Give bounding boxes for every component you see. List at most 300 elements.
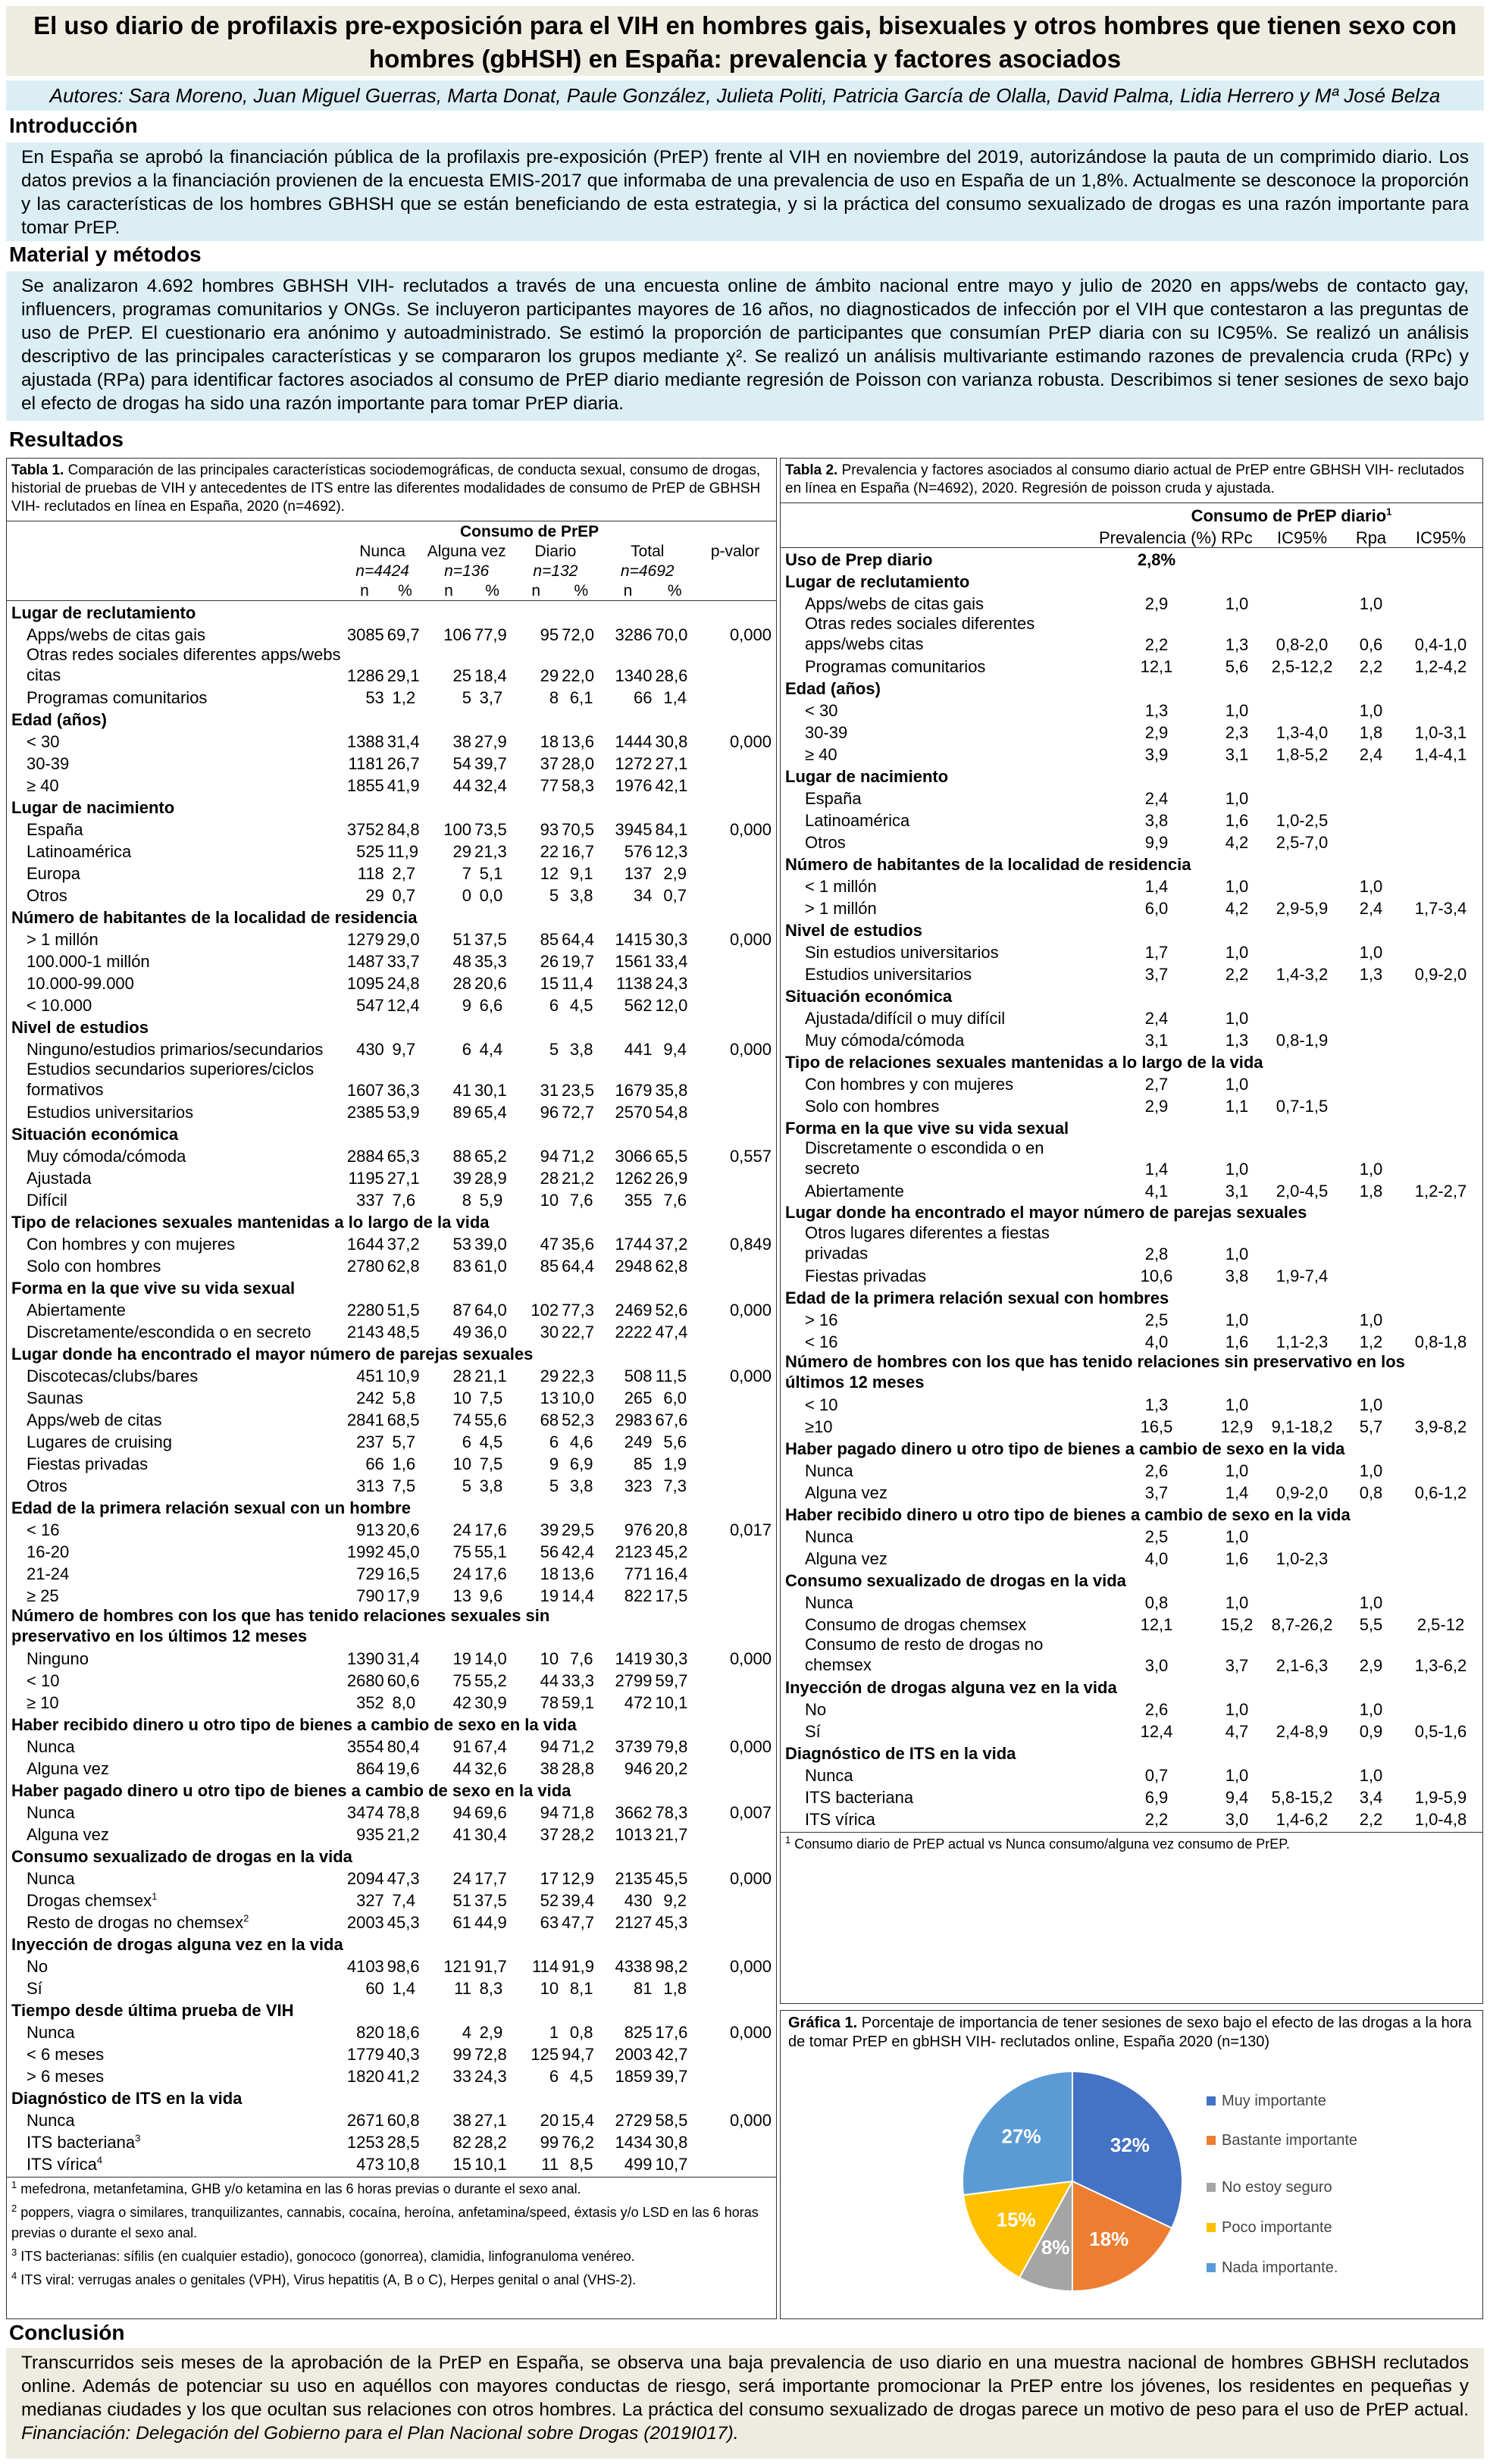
cell-n: 1272 xyxy=(615,754,653,773)
cell-n: 39 xyxy=(452,1169,471,1188)
cell-pct: 64,0 xyxy=(474,1301,507,1320)
cell-ic95-crude: 1,4-6,2 xyxy=(1276,1810,1329,1829)
subcol-n: n xyxy=(444,581,453,600)
cell-pct: 28,8 xyxy=(562,1759,594,1778)
cell-pct: 7,6 xyxy=(569,1191,593,1210)
table-1-row xyxy=(7,971,776,993)
cell-pct: 58,5 xyxy=(655,2111,688,2130)
row-label: Con hombres y con mujeres xyxy=(805,1075,1014,1094)
col-header-rpa: Rpa xyxy=(1355,528,1387,547)
cell-ic95-adjusted: 2,5-12 xyxy=(1416,1615,1465,1634)
table-2-row xyxy=(781,654,1483,676)
row-label-text: ITS vírica xyxy=(27,2155,97,2174)
cell-rpc: 1,0 xyxy=(1225,1593,1249,1612)
cell-pct: 4,5 xyxy=(479,1432,503,1451)
table-1-row xyxy=(7,1888,776,1910)
cell-pct: 32,6 xyxy=(474,1759,507,1778)
cell-pct: 41,9 xyxy=(387,776,420,795)
table-1-row xyxy=(7,1690,776,1712)
legend-label: Nada importante. xyxy=(1222,2259,1338,2276)
cell-n: 37 xyxy=(540,754,559,773)
row-group-label: Lugar donde ha encontrado el mayor número de parejas sexuales xyxy=(785,1203,1307,1222)
table-2-group-row xyxy=(781,1116,1483,1138)
table-2-row xyxy=(781,830,1483,852)
table-1-group-row xyxy=(7,795,776,817)
cell-ic95-crude: 0,7-1,5 xyxy=(1276,1097,1329,1116)
cell-n: 2280 xyxy=(346,1301,384,1320)
cell-p-value xyxy=(694,1473,776,1495)
cell-p-value: 0,000 xyxy=(729,930,772,949)
cell-n: 327 xyxy=(356,1891,384,1910)
cell-pct: 27,1 xyxy=(655,754,688,773)
cell-n: 41 xyxy=(452,1081,471,1100)
row-label xyxy=(7,644,342,685)
cell-ic95-adjusted xyxy=(1398,874,1483,896)
row-label-text: Difícil xyxy=(27,1191,67,1210)
row-group-label: Edad de la primera relación sexual con un hombre xyxy=(11,1498,411,1517)
cell-prevalence: 2,2 xyxy=(1144,1810,1169,1829)
row-label-text: > 1 millón xyxy=(27,930,99,949)
legend-item xyxy=(1207,2259,1358,2276)
conclusion-heading: Conclusión xyxy=(9,2321,125,2344)
cell-n: 323 xyxy=(624,1476,653,1495)
cell-pct: 13,6 xyxy=(562,732,594,751)
subcol-pct: % xyxy=(574,581,589,600)
cell-n: 2123 xyxy=(615,1542,653,1561)
cell-n: 790 xyxy=(356,1586,384,1605)
cell-pct: 17,6 xyxy=(655,2023,688,2042)
cell-p-value: 0,000 xyxy=(729,732,772,751)
row-label-text: 100.000-1 millón xyxy=(27,952,150,971)
cell-pct: 94,7 xyxy=(562,2045,594,2064)
cell-n: 3286 xyxy=(615,625,653,644)
cell-pct: 28,5 xyxy=(387,2133,420,2152)
table-1-row xyxy=(7,839,776,861)
table-2-row xyxy=(781,1263,1483,1285)
cell-rpa xyxy=(1344,1028,1398,1050)
cell-rpa xyxy=(1344,1263,1398,1285)
row-label: España xyxy=(805,789,862,808)
cell-n: 1779 xyxy=(346,2045,384,2064)
cell-n: 3085 xyxy=(346,625,384,644)
cell-prevalence: 3,0 xyxy=(1144,1656,1169,1675)
table-1 xyxy=(6,458,777,2319)
row-group-label: Lugar de nacimiento xyxy=(11,798,175,817)
table-1-row xyxy=(7,1756,776,1778)
table-2-group-row xyxy=(781,1741,1483,1763)
row-label-text: Latinoamérica xyxy=(27,842,132,861)
row-group-label: Edad (años) xyxy=(11,710,107,729)
cell-pct: 37,2 xyxy=(655,1235,688,1254)
cell-n: 4103 xyxy=(346,1957,384,1976)
row-label-text: Ninguno xyxy=(27,1649,89,1668)
cell-rpa: 2,4 xyxy=(1359,899,1383,918)
cell-p-value xyxy=(694,2152,776,2174)
cell-pct: 55,6 xyxy=(474,1410,507,1429)
table-2-group-row xyxy=(781,1675,1483,1697)
cell-p-value xyxy=(694,2064,776,2086)
cell-pct: 65,2 xyxy=(474,1147,507,1166)
cell-ic95-adjusted: 0,8-1,8 xyxy=(1414,1332,1467,1351)
row-label: No xyxy=(805,1700,827,1719)
cell-n: 5 xyxy=(462,1476,471,1495)
table-2-row xyxy=(781,1028,1483,1050)
cell-ic95-adjusted xyxy=(1398,547,1483,569)
table-2-row xyxy=(781,1785,1483,1807)
row-label-text: No xyxy=(27,1957,49,1976)
table-2-footnote xyxy=(781,1832,1482,1856)
table-1-group-header: Consumo de PrEP xyxy=(459,523,599,540)
cell-n: 430 xyxy=(356,1040,384,1059)
cell-rpc: 4,2 xyxy=(1225,899,1249,918)
cell-n: 10 xyxy=(540,1191,559,1210)
row-label xyxy=(7,839,342,861)
subcol-n: n xyxy=(531,581,541,600)
table-1-group-row xyxy=(7,1844,776,1866)
cell-rpa xyxy=(1344,1546,1398,1568)
cell-pct: 28,2 xyxy=(474,2133,507,2152)
row-label: Nunca xyxy=(805,1527,853,1546)
cell-n: 6 xyxy=(462,1040,471,1059)
cell-pct: 37,5 xyxy=(474,930,507,949)
cell-n: 100 xyxy=(443,820,471,839)
cell-n: 355 xyxy=(624,1191,653,1210)
cell-pct: 21,2 xyxy=(387,1825,420,1844)
cell-p-value xyxy=(694,861,776,883)
cell-pct: 8,3 xyxy=(479,1979,503,1998)
cell-pct: 12,9 xyxy=(562,1869,594,1888)
cell-pct: 6,9 xyxy=(569,1454,593,1473)
cell-pct: 68,5 xyxy=(387,1410,420,1429)
cell-prevalence: 3,8 xyxy=(1144,811,1169,830)
table-1-row xyxy=(7,1037,776,1059)
cell-ic95-adjusted: 1,4-4,1 xyxy=(1414,745,1467,764)
cell-pct: 7,3 xyxy=(663,1476,687,1495)
cell-p-value: 0,000 xyxy=(729,1649,772,1668)
cell-n: 352 xyxy=(356,1693,384,1712)
legend-swatch xyxy=(1207,2136,1216,2145)
cell-pct: 35,6 xyxy=(562,1235,594,1254)
cell-n: 9 xyxy=(549,1454,559,1473)
cell-n: 81 xyxy=(634,1979,653,1998)
row-label: ≥10 xyxy=(805,1417,833,1436)
cell-p-value xyxy=(694,949,776,971)
cell-n: 94 xyxy=(540,1737,559,1756)
cell-ic95-adjusted xyxy=(1398,1590,1483,1612)
cell-ic95-adjusted xyxy=(1398,1028,1483,1050)
cell-rpa: 1,8 xyxy=(1359,1182,1383,1201)
cell-ic95-adjusted: 1,0-4,8 xyxy=(1414,1810,1467,1829)
row-label-text: Programas comunitarios xyxy=(27,688,208,707)
cell-n: 48 xyxy=(452,952,471,971)
cell-p-value xyxy=(694,1320,776,1342)
row-label xyxy=(7,2130,342,2152)
cell-pct: 33,3 xyxy=(562,1671,594,1690)
cell-n: 24 xyxy=(452,1869,471,1888)
legend-item xyxy=(1207,2179,1358,2196)
row-group-label: Tipo de relaciones sexuales mantenidas a lo largo de la vida xyxy=(11,1213,490,1232)
cell-ic95-adjusted: 1,2-2,7 xyxy=(1414,1182,1467,1201)
cell-prevalence: 0,8 xyxy=(1144,1593,1169,1612)
legend-label: Poco importante xyxy=(1222,2219,1332,2236)
cell-rpa xyxy=(1344,1006,1398,1028)
cell-n: 249 xyxy=(624,1432,653,1451)
row-label xyxy=(7,1976,342,1998)
cell-rpa: 2,2 xyxy=(1359,657,1383,676)
row-group-label: Tiempo desde última prueba de VIH xyxy=(11,2001,294,2020)
cell-n: 87 xyxy=(452,1301,471,1320)
cell-n: 473 xyxy=(356,2155,384,2174)
cell-pct: 65,4 xyxy=(474,1103,507,1122)
cell-n: 5 xyxy=(549,886,559,905)
table-1-group-row xyxy=(7,1495,776,1517)
row-label xyxy=(7,1734,342,1756)
cell-n: 25 xyxy=(452,666,471,685)
row-label-text: Discretamente/escondida o en secreto xyxy=(27,1323,311,1342)
cell-rpa: 5,5 xyxy=(1359,1615,1383,1634)
cell-n: 11 xyxy=(541,2155,559,2174)
row-label-text: ≥ 40 xyxy=(27,776,59,795)
cell-pct: 10,0 xyxy=(562,1389,594,1407)
table-2-group-row xyxy=(781,764,1483,786)
cell-pct: 51,5 xyxy=(387,1301,420,1320)
row-label: Alguna vez xyxy=(805,1549,887,1568)
conclusion-text xyxy=(6,2348,1484,2459)
intro-heading: Introducción xyxy=(9,114,138,137)
row-label xyxy=(7,751,342,773)
cell-n: 121 xyxy=(443,1957,471,1976)
row-label xyxy=(7,2064,342,2086)
cell-n: 38 xyxy=(452,2111,471,2130)
table-1-group-row xyxy=(7,1605,776,1646)
table-1-row xyxy=(7,861,776,883)
cell-n: 19 xyxy=(540,1586,559,1605)
cell-pct: 37,5 xyxy=(474,1891,507,1910)
cell-prevalence: 6,0 xyxy=(1144,899,1169,918)
row-label xyxy=(7,1866,342,1888)
cell-n: 39 xyxy=(540,1520,559,1539)
cell-rpc: 4,2 xyxy=(1225,833,1249,852)
cell-p-value xyxy=(694,1188,776,1210)
conclusion-body: Transcurridos seis meses de la aprobación de la PrEP en España, se observa una baja prevalencia de uso diario en una muestra nacional de hombres GBHSH reclutados online. Además de potenciar su uso en aquéllos con mayores conductas de riesgo, será importante promocionar la PrEP entre los jóvenes, los residentes en pequeñas y medianas ciudades y los que ocultan sus relaciones con otros hombres. La práctica del consumo sexualizado de drogas parece un motivo de peso para el uso de PrEP actual. xyxy=(21,2353,1469,2420)
cell-pct: 1,4 xyxy=(392,1979,416,1998)
cell-n: 2135 xyxy=(615,1869,653,1888)
cell-n: 822 xyxy=(624,1586,653,1605)
row-label-text: Alguna vez xyxy=(27,1825,109,1844)
cell-n: 562 xyxy=(624,996,653,1015)
cell-pct: 62,8 xyxy=(387,1257,420,1276)
table-1-row xyxy=(7,817,776,839)
table-1-group-row xyxy=(7,1342,776,1363)
cell-pct: 80,4 xyxy=(387,1737,420,1756)
cell-pct: 44,9 xyxy=(474,1913,507,1932)
table-2-row xyxy=(781,940,1483,962)
row-label: Consumo de drogas chemsex xyxy=(805,1615,1027,1634)
row-group-label: Inyección de drogas alguna vez en la vida xyxy=(11,1935,343,1954)
table-2-group-header-sup: 1 xyxy=(1386,506,1392,518)
cell-n: 28 xyxy=(540,1169,559,1188)
cell-n: 6 xyxy=(549,996,559,1015)
row-label xyxy=(7,1298,342,1320)
table-1-row xyxy=(7,1954,776,1976)
row-group-label: Consumo sexualizado de drogas en la vida xyxy=(785,1571,1126,1590)
cell-pct: 20,2 xyxy=(655,1759,688,1778)
cell-ic95-crude: 1,8-5,2 xyxy=(1276,745,1329,764)
cell-rpc: 4,7 xyxy=(1225,1722,1249,1741)
cell-p-value: 0,557 xyxy=(729,1147,772,1166)
methods-text: Se analizaron 4.692 hombres GBHSH VIH- reclutados a través de una encuesta online de ámbito nacional entre mayo y julio de 2020 en apps/webs de contacto gay, influencers, programas comunitarios y ONGs. Se incluyeron participantes mayores de 16 años, no diagnosticados de infección por el VIH que contestaron a las preguntas de uso de PrEP. El cuestionario era anónimo y autoadministrado. Se estimó la proporción de participantes que consumían PrEP diaria con su IC95%. Se realizó un análisis descriptivo de las principales características y se compararon los grupos mediante χ². Se realizó un análisis multivariante estimando razones de prevalencia cruda (RPc) y ajustada (RPa) para identificar factores asociados al consumo de PrEP diario mediante regresión de Poisson con varianza robusta. Describimos si tener sesiones de sexo bajo el efecto de drogas ha sido una razón importante para tomar PrEP diaria. xyxy=(6,271,1484,421)
cell-n: 19 xyxy=(452,1649,471,1668)
cell-rpc: 1,0 xyxy=(1225,1395,1249,1414)
cell-n: 2729 xyxy=(615,2111,653,2130)
table-1-row xyxy=(7,2020,776,2042)
cell-pct: 10,8 xyxy=(387,2155,420,2174)
row-group-label: Tipo de relaciones sexuales mantenidas a lo largo de la vida xyxy=(785,1053,1263,1072)
cell-ic95-crude: 1,0-2,3 xyxy=(1276,1549,1329,1568)
cell-p-value xyxy=(694,1756,776,1778)
cell-pct: 17,7 xyxy=(474,1869,507,1888)
cell-pct: 3,8 xyxy=(569,1476,593,1495)
cell-n: 114 xyxy=(532,1957,559,1976)
cell-pct: 4,4 xyxy=(479,1040,503,1059)
cell-n: 31 xyxy=(540,1081,559,1100)
cell-pct: 17,9 xyxy=(387,1586,420,1605)
cell-n: 2841 xyxy=(346,1410,384,1429)
cell-pct: 39,7 xyxy=(474,754,507,773)
intro-text: En España se aprobó la financiación pública de la profilaxis pre-exposición (PrEP) frente al VIH en noviembre del 2019, autorizándose la pauta de un comprimido diario. Los datos previos a la financiación provienen de la encuesta EMIS-2017 que informaba de una prevalencia de uso en España de un 1,8%. Actualmente se desconoce la proporción y las características de los hombres GBHSH que se están beneficiando de esta estrategia, y si la práctica del consumo sexualizado de drogas es una razón importante para tomar PrEP. xyxy=(6,142,1484,241)
cell-ic95-adjusted xyxy=(1398,1546,1483,1568)
cell-pct: 8,1 xyxy=(569,1979,593,1998)
row-group-label: Edad de la primera relación sexual con hombres xyxy=(785,1288,1169,1307)
cell-n: 1415 xyxy=(615,930,653,949)
cell-pct: 91,7 xyxy=(474,1957,507,1976)
cell-n: 1679 xyxy=(615,1081,653,1100)
col-header-ic95-crude: IC95% xyxy=(1276,528,1328,547)
row-label xyxy=(7,1232,342,1254)
authors-line: Autores: Sara Moreno, Juan Miguel Guerras, Marta Donat, Paule González, Julieta Politi, Patricia García de Olalla, David Palma, Lidia Herrero y Mª José Belza xyxy=(6,80,1484,111)
cell-prevalence: 1,3 xyxy=(1144,701,1169,720)
cell-ic95-crude: 0,8-1,9 xyxy=(1276,1031,1329,1050)
cell-n: 547 xyxy=(356,996,384,1015)
cell-ic95-crude: 2,4-8,9 xyxy=(1276,1722,1329,1741)
table-1-row xyxy=(7,773,776,795)
cell-ic95-crude: 5,8-15,2 xyxy=(1271,1788,1333,1807)
footnote-number: 2 xyxy=(11,2203,17,2214)
cell-pct: 47,4 xyxy=(655,1323,688,1342)
cell-rpc: 3,1 xyxy=(1225,745,1249,764)
row-label: Consumo de resto de drogas no chemsex xyxy=(805,1635,1044,1674)
cell-pct: 30,8 xyxy=(655,2133,688,2152)
cell-n: 1444 xyxy=(615,732,653,751)
col-header-prevalencia: Prevalencia (%) xyxy=(1099,528,1217,547)
cell-n: 1561 xyxy=(615,952,653,971)
cell-rpc: 1,0 xyxy=(1225,1075,1249,1094)
cell-ic95-crude xyxy=(1260,1006,1344,1028)
pie-slice-label-0: 32% xyxy=(1110,2133,1150,2156)
row-label xyxy=(7,1561,342,1583)
cell-n: 6 xyxy=(462,1432,471,1451)
cell-pct: 29,5 xyxy=(562,1520,594,1539)
row-label: ITS bacteriana xyxy=(805,1788,914,1807)
row-label-text: 30-39 xyxy=(27,754,70,773)
table-1-group-row xyxy=(7,905,776,927)
footnote-number: 3 xyxy=(11,2246,17,2258)
table-2-row xyxy=(781,742,1483,764)
cell-p-value xyxy=(694,1822,776,1844)
row-label xyxy=(7,1539,342,1561)
cell-rpa xyxy=(1344,808,1398,830)
cell-pct: 98,2 xyxy=(655,1957,688,1976)
cell-n: 499 xyxy=(624,2155,653,2174)
cell-ic95-crude: 0,9-2,0 xyxy=(1276,1483,1329,1502)
row-label: Nunca xyxy=(805,1593,853,1612)
row-label xyxy=(7,1800,342,1822)
cell-pct: 27,9 xyxy=(474,732,507,751)
table-2-row xyxy=(781,1480,1483,1502)
row-label xyxy=(7,883,342,905)
cell-ic95-crude: 2,0-4,5 xyxy=(1276,1182,1329,1201)
cell-p-value xyxy=(694,751,776,773)
cell-n: 96 xyxy=(540,1103,559,1122)
cell-pct: 69,6 xyxy=(474,1803,507,1822)
cell-pct: 5,6 xyxy=(663,1432,687,1451)
cell-ic95-adjusted xyxy=(1398,808,1483,830)
cell-n: 3066 xyxy=(615,1147,653,1166)
row-group-label: Edad (años) xyxy=(785,679,881,698)
row-group-label: Número de habitantes de la localidad de residencia xyxy=(785,855,1191,874)
cell-n: 15 xyxy=(452,2155,471,2174)
table-1-group-row xyxy=(7,1998,776,2020)
row-label xyxy=(7,1690,342,1712)
cell-pct: 52,3 xyxy=(562,1410,594,1429)
table-2-row xyxy=(781,1763,1483,1785)
cell-rpc: 2,2 xyxy=(1225,965,1249,984)
cell-pct: 1,2 xyxy=(392,688,416,707)
cell-pct: 30,1 xyxy=(474,1081,507,1100)
row-label-text: España xyxy=(27,820,83,839)
cell-n: 5 xyxy=(549,1040,559,1059)
cell-ic95-adjusted xyxy=(1398,591,1483,613)
row-label: Uso de Prep diario xyxy=(785,550,933,569)
cell-pct: 0,7 xyxy=(392,886,416,905)
cell-p-value xyxy=(694,1429,776,1451)
cell-rpc: 3,7 xyxy=(1225,1656,1249,1675)
cell-prevalence: 3,7 xyxy=(1144,1483,1169,1502)
cell-n: 265 xyxy=(624,1389,653,1407)
cell-p-value xyxy=(694,1059,776,1100)
cell-n: 976 xyxy=(624,1520,653,1539)
legend-swatch xyxy=(1207,2223,1216,2232)
row-label: > 1 millón xyxy=(805,899,877,918)
cell-pct: 30,3 xyxy=(655,1649,688,1668)
cell-n: 4338 xyxy=(615,1957,653,1976)
row-label-text: ≥ 10 xyxy=(27,1693,59,1712)
cell-rpc: 1,0 xyxy=(1225,701,1249,720)
cell-pct: 2,7 xyxy=(392,864,416,883)
row-label: ITS vírica xyxy=(805,1810,875,1829)
cell-ic95-crude: 2,1-6,3 xyxy=(1276,1656,1329,1675)
cell-rpc: 1,0 xyxy=(1225,1461,1249,1480)
cell-pct: 72,8 xyxy=(474,2045,507,2064)
cell-pct: 21,2 xyxy=(562,1169,594,1188)
cell-n: 53 xyxy=(365,688,384,707)
row-label xyxy=(7,1385,342,1407)
cell-pct: 17,6 xyxy=(474,1520,507,1539)
row-label-text: Nunca xyxy=(27,1803,75,1822)
row-label xyxy=(7,1517,342,1539)
cell-n: 771 xyxy=(624,1564,653,1583)
cell-pct: 40,3 xyxy=(387,2045,420,2064)
